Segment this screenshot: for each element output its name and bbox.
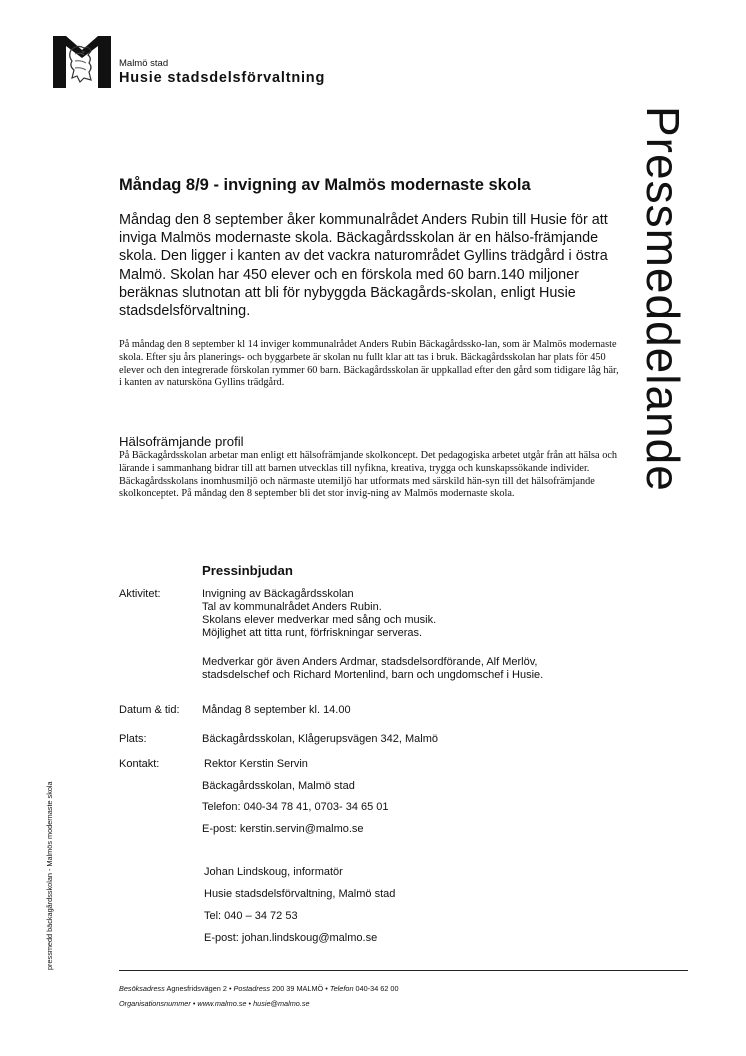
- article-body-paragraph: På måndag den 8 september kl 14 inviger kommunalrådet Anders Rubin Bäckagårdssko-lan, som är Malmös modernaste skola. Efter sju års planerings- och byggarbete är skolan nu fullt klar att tas i bruk. Bäckagårdsskolan har plats för 450 elever och den integrerade förskolan rymmer 60 barn. Bäckagårdsskolan är uppkallad efter den gård som tidigare låg här, i kanten av natursköna Gyllins trädgård.: [119, 339, 619, 389]
- email-link[interactable]: husie@malmo.se: [253, 999, 310, 1008]
- side-document-text: pressmedd bäckagårdsskolan - Malmös modernaste skola: [45, 781, 54, 970]
- participants-text: Medverkar gör även Anders Ardmar, stadsdelsordförande, Alf Merlöv, stadsdelschef och Richard Mortenlind, barn och ungdomschef i Husie.: [202, 656, 544, 682]
- post-address-label: Postadress: [233, 984, 271, 993]
- org-name: Husie stadsdelsförvaltning: [119, 70, 326, 86]
- contact-name: Johan Lindskoug, informatör: [204, 866, 343, 878]
- invitation-title: Pressinbjudan: [202, 563, 293, 578]
- contact-name: Rektor Kerstin Servin: [204, 758, 308, 770]
- org-number-label: Organisationsnummer: [119, 999, 191, 1008]
- side-document-label: [45, 781, 55, 980]
- visit-address-value: Agnesfridsvägen 2: [166, 984, 227, 993]
- section-body: [119, 450, 619, 501]
- city-name: Malmö stad: [119, 58, 169, 69]
- activity-line: Möjlighet att titta runt, förfriskningar serveras.: [202, 627, 423, 639]
- activity-label: Aktivitet:: [119, 588, 161, 600]
- contact-email[interactable]: E-post: kerstin.servin@malmo.se: [202, 823, 364, 835]
- malmo-coat-of-arms-logo: [53, 36, 111, 88]
- section-paragraph: Bäckagårdsskolans inomhusmiljö och närmaste utemiljö har utformats med särskild hän-syn till det hälsofrämjande skolkonceptet. På måndag den 8 september bli det stor invig-ning av Malmös modernaste skola.: [119, 475, 595, 500]
- activity-line: Skolans elever medverkar med sång och musik.: [202, 614, 437, 626]
- post-address-value: 200 39 MALMÖ: [272, 984, 324, 993]
- place-label: Plats:: [119, 733, 147, 745]
- footer-divider: [119, 970, 688, 971]
- phone-value: 040-34 62 00: [355, 984, 399, 993]
- date-label: Datum & tid:: [119, 704, 180, 716]
- article-headline: Måndag 8/9 - invigning av Malmös modernaste skola: [119, 176, 531, 194]
- activity-line: Tal av kommunalrådet Anders Rubin.: [202, 601, 382, 613]
- visit-address-label: Besöksadress: [119, 984, 165, 993]
- footer-address-line: [119, 984, 399, 993]
- press-release-vertical-title: Pressmeddelande: [637, 106, 689, 492]
- bullet-separator: •: [192, 999, 196, 1008]
- date-value: Måndag 8 september kl. 14.00: [202, 704, 351, 716]
- contact-phone: Tel: 040 – 34 72 53: [204, 910, 298, 922]
- contact-org: Bäckagårdsskolan, Malmö stad: [202, 780, 355, 792]
- bullet-separator: •: [325, 984, 328, 993]
- website-link[interactable]: www.malmo.se: [197, 999, 247, 1008]
- contact-email[interactable]: E-post: johan.lindskoug@malmo.se: [204, 932, 378, 944]
- bullet-separator: •: [248, 999, 252, 1008]
- section-subheading: Hälsofrämjande profil: [119, 434, 244, 449]
- contact-label: Kontakt:: [119, 758, 160, 770]
- contact-phone: Telefon: 040-34 78 41, 0703- 34 65 01: [202, 801, 389, 813]
- footer-web-line: [119, 999, 310, 1008]
- place-value: Bäckagårdsskolan, Klågerupsvägen 342, Malmö: [202, 733, 439, 745]
- article-lead: Måndag den 8 september åker kommunalrådet Anders Rubin till Husie för att inviga Malmös modernaste skola. Bäckagårdsskolan är en hälso-främjande skola. Den ligger i kanten av det vackra naturområdet Gyllins trädgård i östra Malmö. Skolan har 450 elever och en förskola med 60 barn.140 miljoner beräknas slutnotan att bli för nybyggda Bäckagårds-skolan, enligt Husie stadsdelsförvaltning.: [119, 212, 608, 320]
- phone-label: Telefon: [329, 984, 354, 993]
- bullet-separator: •: [228, 984, 232, 993]
- activity-line: Invigning av Bäckagårdsskolan: [202, 588, 354, 600]
- section-paragraph: På Bäckagårdsskolan arbetar man enligt ett hälsofrämjande skolkoncept. Det pedagogiska arbetet utgår från att hälsa och lärande i sammanhang bidrar till att barnen utvecklas till nyfikna, kreativa, trygga och kunskapssökande individer.: [119, 450, 618, 474]
- contact-org: Husie stadsdelsförvaltning, Malmö stad: [204, 888, 396, 900]
